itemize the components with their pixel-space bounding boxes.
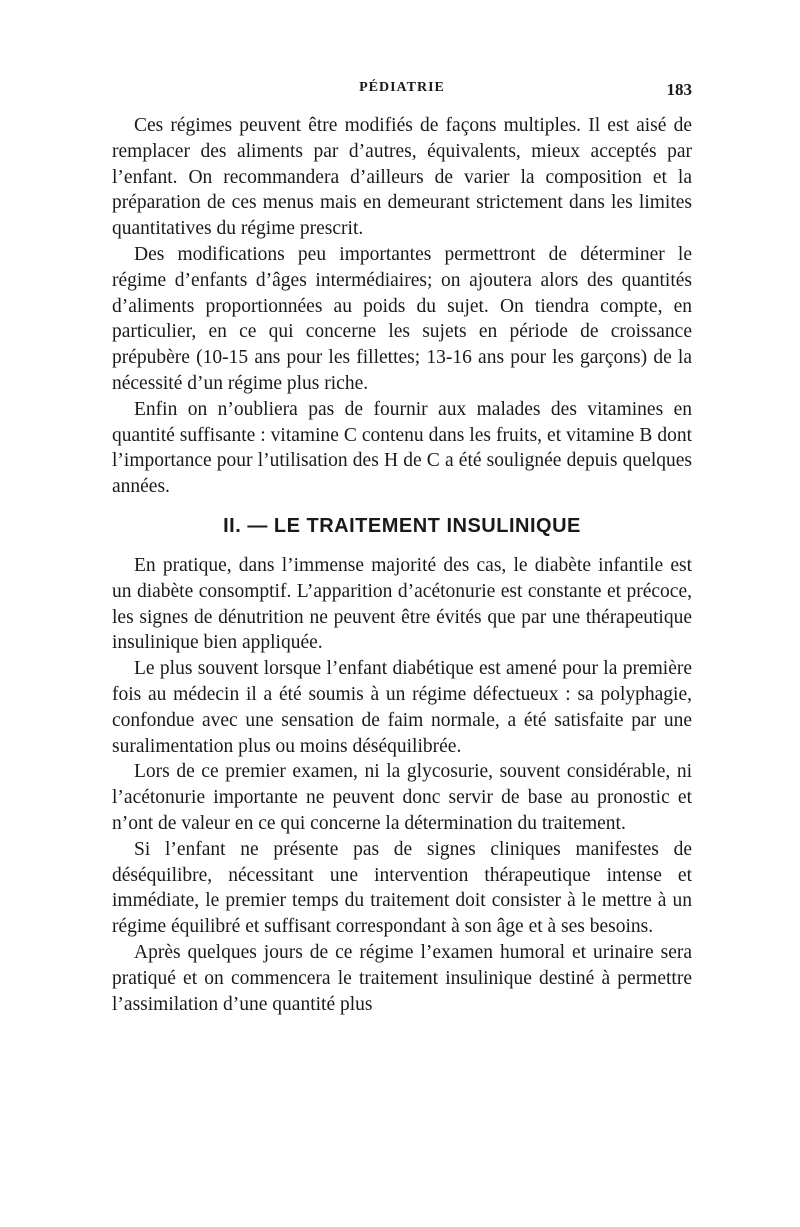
page-header	[112, 80, 692, 102]
paragraph: Enfin on n’oubliera pas de fournir aux malades des vitamines en quantité suffisante : vitamine C contenu dans les fruits, et vitamine B dont l’importance pour l’utilisation des H de C a été soulignée depuis quelques années.	[112, 398, 692, 498]
paragraph: Ces régimes peuvent être modifiés de façons multiples. Il est aisé de remplacer des aliments par d’autres, équivalents, mieux acceptés par l’enfant. On recommandera d’ailleurs de varier la composition et la préparation de ces menus mais en demeurant strictement dans les limites quantitatives du régime prescrit.	[112, 115, 692, 240]
paragraph: Si l’enfant ne présente pas de signes cliniques manifestes de déséquilibre, nécessitant une intervention thérapeutique intense et immédiate, le premier temps du traitement doit consister à le mettre à un régime équilibré et suffisant correspondant à son âge et à ses besoins.	[112, 838, 692, 938]
section-heading: II. — LE TRAITEMENT INSULINIQUE	[223, 514, 581, 537]
paragraph: Le plus souvent lorsque l’enfant diabétique est amené pour la première fois au médecin il a été soumis à un régime défectueux : sa polyphagie, confondue avec une sensation de faim normale, a été satisfaite par une suralimentation plus ou moins déséquilibrée.	[112, 658, 692, 757]
paragraph: Après quelques jours de ce régime l’examen humoral et urinaire sera pratiqué et on commencera le traitement insulinique destiné à permettre l’assimilation d’une quantité plus	[112, 941, 692, 1015]
paragraph: Lors de ce premier examen, ni la glycosurie, souvent considérable, ni l’acétonurie importante ne peuvent donc servir de base au pronostic et n’ont de valeur en ce qui concerne la détermination du traitement.	[112, 761, 692, 834]
paragraph: En pratique, dans l’immense majorité des cas, le diabète infantile est un diabète consomptif. L’apparition d’acétonurie est constante et précoce, les signes de dénutrition ne peuvent être évités que par une thérapeutique insulinique bien appliquée.	[112, 554, 692, 654]
page-number: 183	[666, 80, 692, 99]
paragraph: Des modifications peu importantes permettront de déterminer le régime d’enfants d’âges intermédiaires; on ajoutera alors des quantités d’aliments proportionnées au poids du sujet. On tiendra compte, en particulier, en ce qui concerne les sujets en période de croissance prépubère (10-15 ans pour les fillettes; 13-16 ans pour les garçons) de la nécessité d’un régime plus riche.	[112, 243, 692, 394]
body-text	[112, 113, 692, 1017]
running-title: PÉDIATRIE	[359, 80, 445, 95]
